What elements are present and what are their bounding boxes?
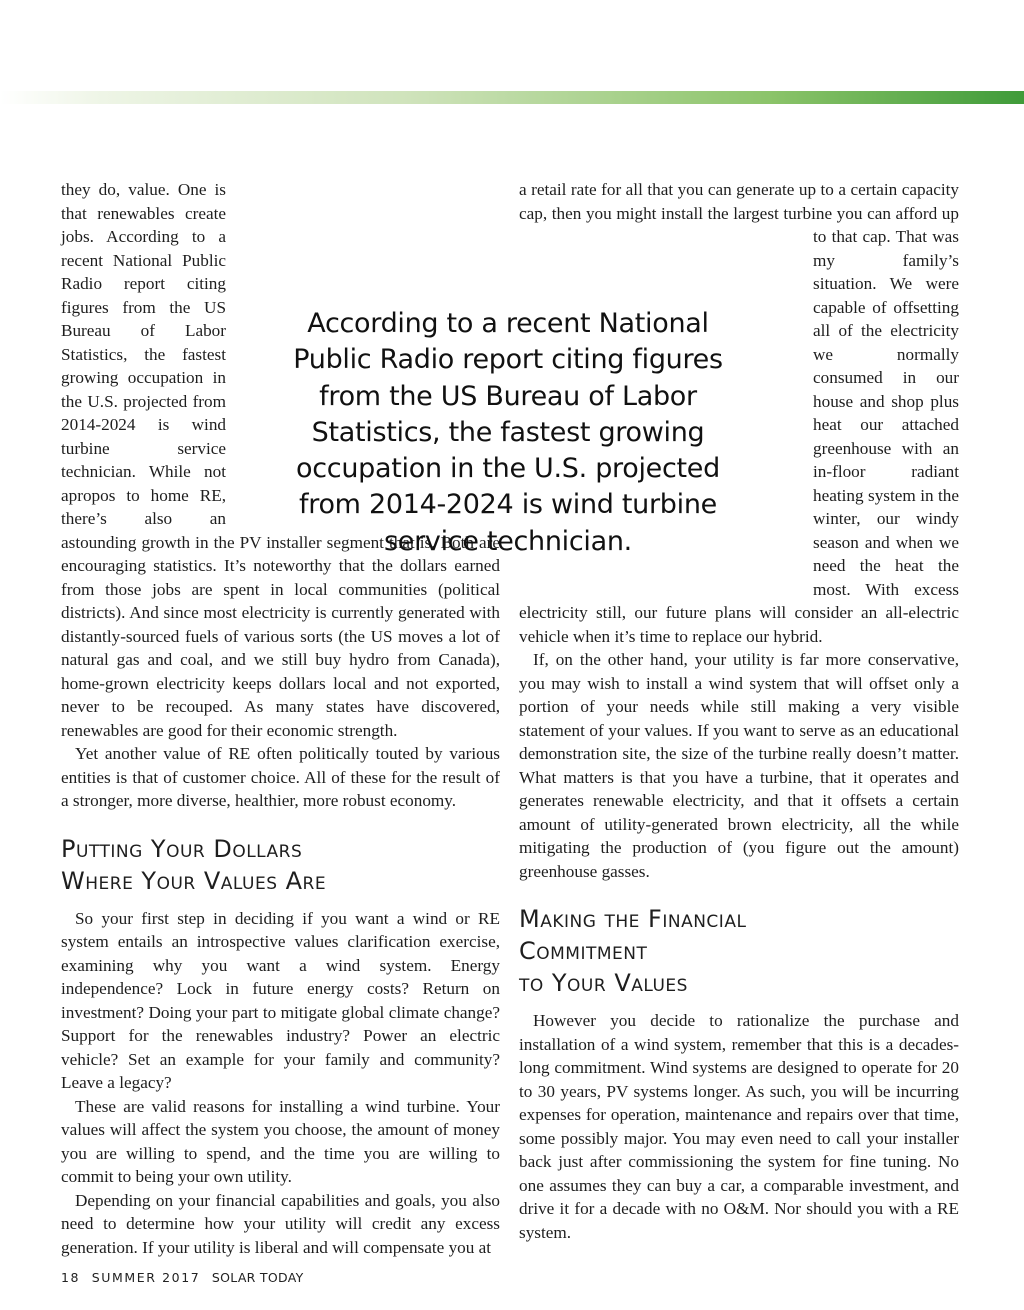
heading-line-2: Where Your Values Are [61,866,327,895]
right-paragraph-3: However you decide to rationalize the purchase and installation of a wind system, remember that this is a decades-long commitment. Wind systems are designed to operate for 20 to 30 years, PV systems longer. As such, you will be incurring expenses for operation, maintenance and repairs over that time, some possibly major. You may even need to call your installer back just after commissioning the system for fine tuning. No one assumes they can buy a car, a comparable investment, and drive it for a decade with no O&M. Nor should you with a RE system. [519,1011,959,1242]
section-heading-financial-commitment [519,903,959,999]
heading-line-2: Commitment [519,937,648,965]
heading-line-3: to Your Values [519,969,688,997]
left-paragraph-4: These are valid reasons for installing a wind turbine. Your values will affect the system you choose, the amount of money you are willing to spend, and the time you are willing to commit to being your own utility. [61,1096,500,1186]
pull-quote: According to a recent National Public Radio report citing figures from the US Bureau of Labor Statistics, the fastest growing occupation in the U.S. projected from 2014-2024 is wind turbine service technician. [293,308,723,557]
right-paragraph-1: a retail rate for all that you can generate up to a certain capacity cap, then you might install the largest turbine you can afford up to that cap. That was my family’s situation. We were capable of offsetting all of the electricity we normally consumed in our house and shop plus heat our attached greenhouse with an in-floor radiant heating system in the winter, our windy season and when we need the heat the most. With excess electricity still, our future plans will consider an all-electric vehicle when it’s time to replace our hybrid. [519,180,959,646]
page-number: 18 [61,1270,81,1285]
page-footer [61,1270,310,1285]
heading-line-1: Making the Financial [519,905,747,933]
left-paragraph-2: Yet another value of RE often politically touted by various entities is that of customer choice. All of these for the result of a stronger, more diverse, healthier, more robust economy. [61,744,500,810]
heading-line-1: Putting Your Dollars [61,834,303,863]
issue-label: SUMMER 2017 [91,1270,201,1285]
left-paragraph-5: Depending on your financial capabilities and goals, you also need to determine how your utility will credit any excess generation. If your utility is liberal and will compensate you at [61,1190,500,1257]
magazine-name: SOLAR TODAY [211,1270,304,1285]
left-paragraph-1: they do, value. One is that renewables create jobs. According to a recent National Public Radio report citing figures from the US Bureau of Labor Statistics, the fastest growing occupation in the U.S. projected from 2014-2024 is wind turbine service technician. While not apropos to home RE, there’s also an astounding growth in the PV installer segment that is. Both are encouraging statistics. It’s noteworthy that the dollars earned from those jobs are spent in local communities (political districts). And since most electricity is currently generated with distantly-sourced fuels of various sorts (the US moves a lot of natural gas and coal, and we still buy hydro from Canada), home-grown electricity keeps dollars local and not exported, never to be recouped. As many states have discovered, renewables are good for their economic strength. [61,180,500,740]
header-accent-bar [0,91,1024,104]
left-paragraph-3: So your first step in deciding if you want a wind or RE system entails an introspective values clarification exercise, examining why you want a wind system. Energy independence? Lock in future energy costs? Return on investment? Doing your part to mitigate global climate change? Support for the renewables industry? Power an electric vehicle? Set an example for your family and community? Leave a legacy? [61,908,500,1092]
section-heading-dollars-values [61,833,500,897]
right-paragraph-2: If, on the other hand, your utility is far more conservative, you may wish to install a wind system that will offset only a portion of your needs while still making a very visible statement of your values. If you want to serve as an educational demonstration site, the size of the turbine really doesn’t matter. What matters is that you have a turbine, that it operates and generates renewable electricity, and that it offsets a certain amount of utility-generated brown electricity, all the while mitigating the production of (you figure out the amount) greenhouse gasses. [519,650,959,881]
